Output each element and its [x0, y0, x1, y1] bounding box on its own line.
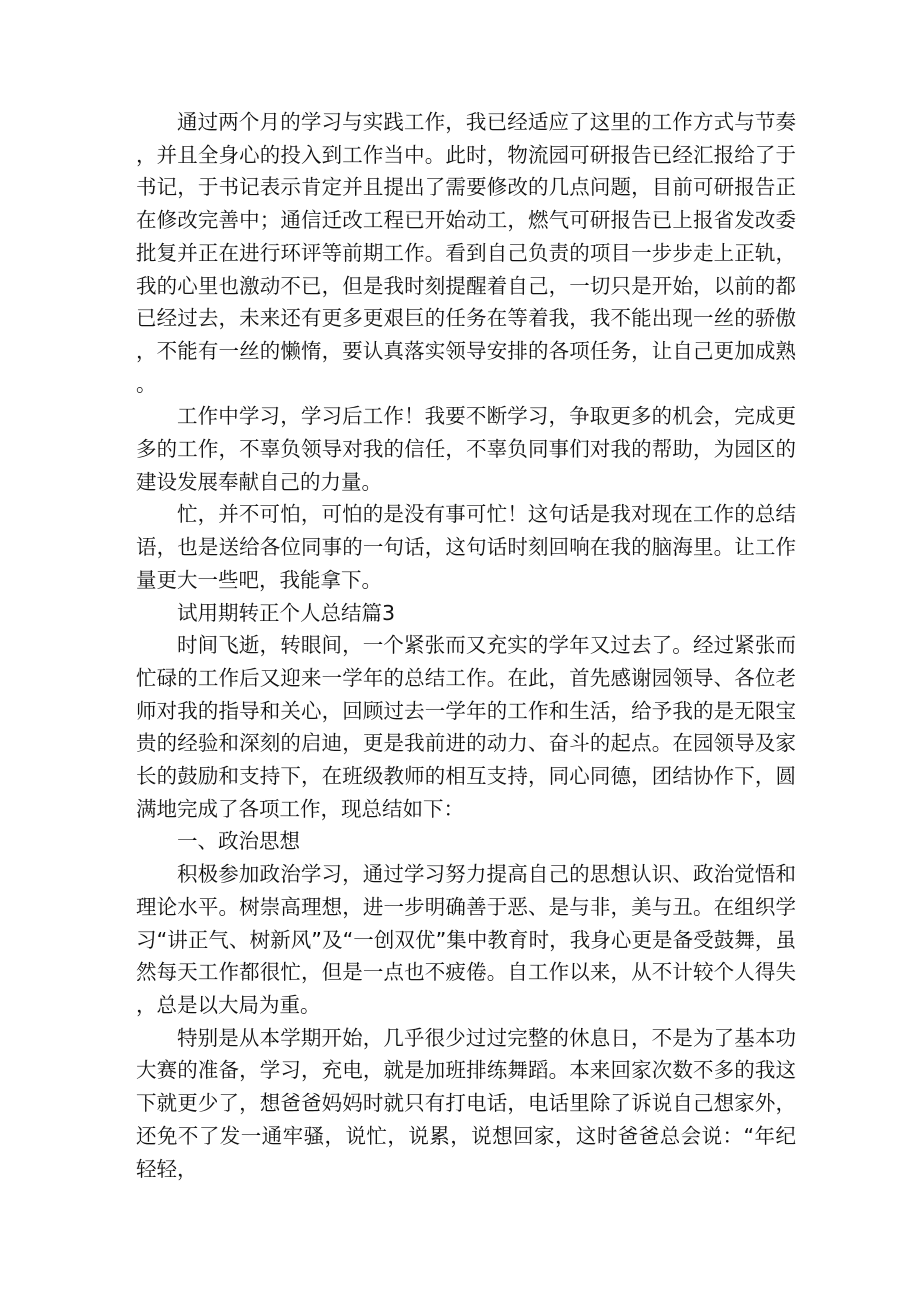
section-title: 试用期转正个人总结篇3	[177, 600, 396, 625]
paragraph-this-semester: 特别是从本学期开始，几乎很少过过完整的休息日，不是为了基本功大赛的准备，学习，充电，就是加班排练舞蹈。本来回家次数不多的我这下就更少了，想爸爸妈妈时就只有打电话，电话里除了诉说自己想家外，还免不了发一通牢骚，说忙，说累，说想回家，这时爸爸总会说：“年纪轻轻，	[136, 1025, 796, 1181]
paragraph-year-summary: 时间飞逝，转眼间，一个紧张而又充实的学年又过去了。经过紧张而忙碌的工作后又迎来一学年的总结工作。在此，首先感谢园领导、各位老师对我的指导和关心，回顾过去一学年的工作和生活，给予我的是无限宝贵的经验和深刻的启迪，更是我前进的动力、奋斗的起点。在园领导及家长的鼓励和支持下，在班级教师的相互支持，同心同德，团结协作下，圆满地完成了各项工作，现总结如下：	[136, 633, 796, 821]
section-heading-politics: 一、政治思想	[177, 829, 300, 854]
paragraph-busy-summary: 忙，并不可怕，可怕的是没有事可忙！这句话是我对现在工作的总结语，也是送给各位同事的一句话，这句话时刻回响在我的脑海里。让工作量更大一些吧，我能拿下。	[136, 502, 796, 592]
paragraph-work-adaptation: 通过两个月的学习与实践工作，我已经适应了这里的工作方式与节奏，并且全身心的投入到工作当中。此时，物流园可研报告已经汇报给了于书记，于书记表示肯定并且提出了需要修改的几点问题，目前可研报告正在修改完善中；通信迁改工程已开始动工，燃气可研报告已上报省发改委批复并正在进行环评等前期工作。看到自己负责的项目一步步走上正轨，我的心里也激动不已，但是我时刻提醒着自己，一切只是开始，以前的都已经过去，未来还有更多更艰巨的任务在等着我，我不能出现一丝的骄傲，不能有一丝的懒惰，要认真落实领导安排的各项任务，让自己更加成熟。	[136, 110, 796, 396]
document-page	[136, 106, 796, 1185]
paragraph-learning-work: 工作中学习，学习后工作！我要不断学习，争取更多的机会，完成更多的工作，不辜负领导对我的信任，不辜负同事们对我的帮助，为园区的建设发展奉献自己的力量。	[136, 404, 796, 494]
paragraph-political-study: 积极参加政治学习，通过学习努力提高自己的思想认识、政治觉悟和理论水平。树崇高理想，进一步明确善于恶、是与非，美与丑。在组织学习“讲正气、树新风”及“一创双优”集中教育时，我身心更是备受鼓舞，虽然每天工作都很忙，但是一点也不疲倦。自工作以来，从不计较个人得失，总是以大局为重。	[136, 862, 796, 1017]
